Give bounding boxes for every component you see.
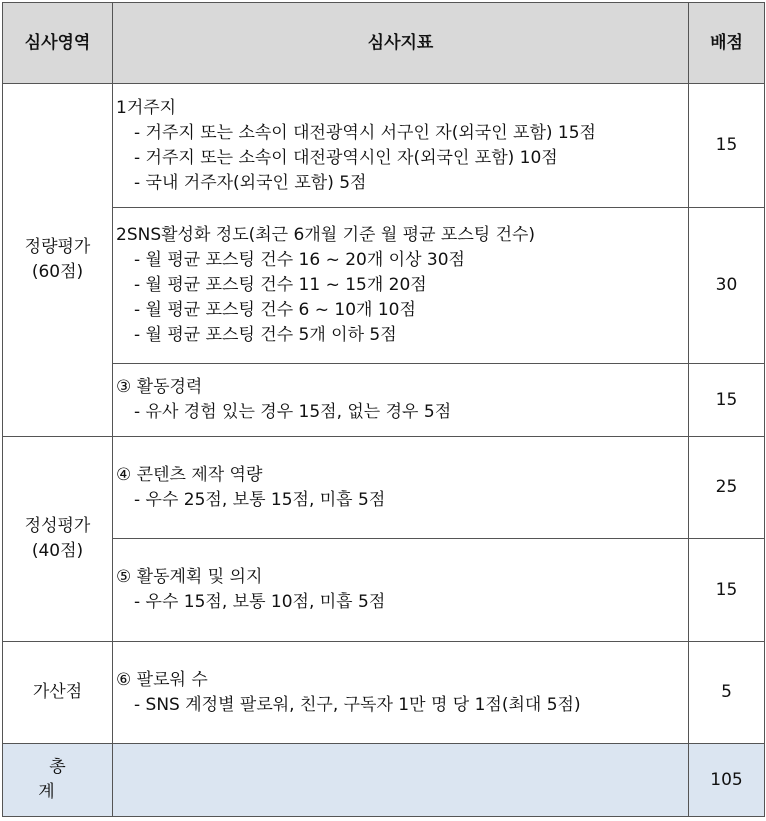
indicator-sub: - 우수 25점, 보통 15점, 미흡 5점 (134, 489, 386, 510)
area-label: 정량평가 (24, 237, 91, 257)
total-indicator-cell (113, 744, 689, 817)
score-cell: 15 (689, 539, 765, 642)
area-label: 정성평가 (24, 516, 91, 536)
area-points: (40점) (31, 541, 84, 561)
header-score: 배점 (689, 3, 765, 84)
indicator-sub: - 우수 15점, 보통 10점, 미흡 5점 (134, 592, 386, 612)
score-cell: 15 (689, 84, 765, 208)
header-row (3, 3, 765, 84)
indicator-title: ⑥ 팔로워 수 (116, 669, 208, 690)
score-cell: 30 (689, 208, 765, 364)
area-cell-qualitative (3, 437, 113, 642)
indicator-sub: - 국내 거주자(외국인 포함) 5점 (134, 172, 367, 193)
indicator-sub: - 월 평균 포스팅 건수 16 ~ 20개 이상 30점 (134, 250, 465, 270)
header-indicator: 심사지표 (113, 3, 689, 84)
indicator-sub: - 월 평균 포스팅 건수 5개 이하 5점 (134, 325, 397, 345)
table-row (3, 208, 765, 364)
indicator-title: 1거주지 (116, 97, 177, 118)
indicator-sub: - SNS 계정별 팔로워, 친구, 구독자 1만 명 당 1점(최대 5점) (134, 694, 581, 715)
indicator-sub: - 유사 경험 있는 경우 15점, 없는 경우 5점 (134, 402, 452, 422)
header-area: 심사영역 (3, 3, 113, 84)
total-row (3, 744, 765, 817)
indicator-cell (113, 642, 689, 744)
area-cell-quantitative (3, 84, 113, 437)
indicator-cell (113, 208, 689, 364)
score-cell: 15 (689, 364, 765, 437)
evaluation-criteria-table (2, 2, 765, 817)
table-row (3, 539, 765, 642)
indicator-title: ⑤ 활동계획 및 의지 (116, 567, 263, 587)
score-cell: 25 (689, 437, 765, 539)
indicator-cell (113, 437, 689, 539)
indicator-cell (113, 539, 689, 642)
table-row (3, 437, 765, 539)
total-label: 총 계 (3, 744, 113, 817)
area-points: (60점) (31, 262, 84, 282)
area-label: 가산점 (32, 682, 83, 702)
total-score: 105 (689, 744, 765, 817)
indicator-title: 2SNS활성화 정도(최근 6개월 기준 월 평균 포스팅 건수) (116, 225, 536, 245)
indicator-sub: - 거주지 또는 소속이 대전광역시인 자(외국인 포함) 10점 (134, 147, 558, 168)
indicator-cell (113, 84, 689, 208)
indicator-title: ③ 활동경력 (116, 377, 203, 397)
indicator-sub: - 거주지 또는 소속이 대전광역시 서구인 자(외국인 포함) 15점 (134, 122, 596, 143)
area-cell-bonus (3, 642, 113, 744)
indicator-title: ④ 콘텐츠 제작 역량 (116, 464, 263, 485)
table-row (3, 84, 765, 208)
indicator-sub: - 월 평균 포스팅 건수 11 ~ 15개 20점 (134, 275, 427, 295)
indicator-cell (113, 364, 689, 437)
score-cell: 5 (689, 642, 765, 744)
indicator-sub: - 월 평균 포스팅 건수 6 ~ 10개 10점 (134, 300, 416, 320)
table-row (3, 642, 765, 744)
table-row (3, 364, 765, 437)
